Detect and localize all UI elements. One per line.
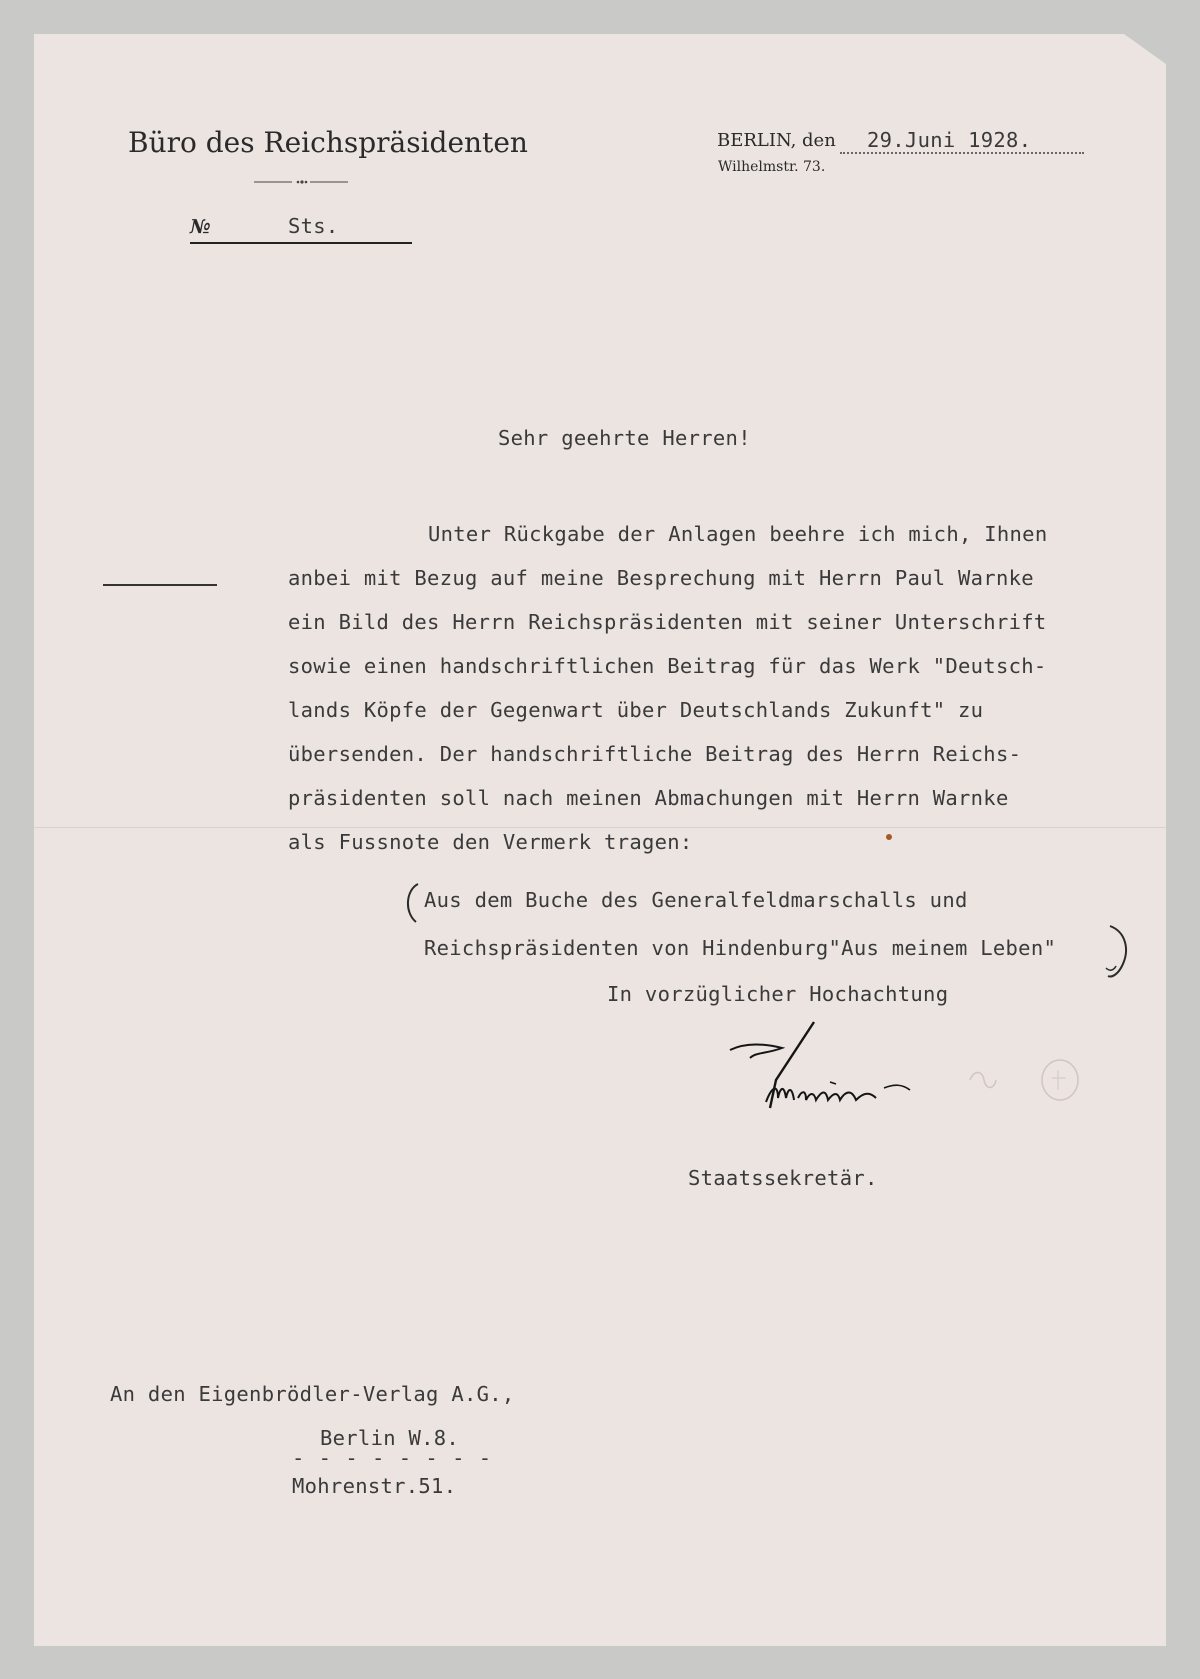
margin-line-mark — [103, 584, 217, 586]
date-dotted-line — [840, 152, 1084, 154]
body-line: ein Bild des Herrn Reichspräsidenten mit seiner Unterschrift — [288, 610, 1047, 634]
body-line: als Fussnote den Vermerk tragen: — [288, 830, 693, 854]
salutation: Sehr geehrte Herren! — [498, 426, 751, 450]
fold-crease — [34, 827, 1166, 828]
quote-line: Reichspräsidenten von Hindenburg"Aus meinem Leben" — [424, 936, 1057, 960]
body-line: Unter Rückgabe der Anlagen beehre ich mich, Ihnen — [428, 522, 1048, 546]
handwritten-close-bracket — [1104, 922, 1138, 982]
body-line: lands Köpfe der Gegenwart über Deutschlands Zukunft" zu — [288, 698, 984, 722]
city-date-prefix: BERLIN, den — [717, 130, 836, 151]
body-line: sowie einen handschriftlichen Beitrag für das Werk "Deutsch- — [288, 654, 1047, 678]
faint-pencil-marks — [960, 1050, 1090, 1110]
recipient-name: An den Eigenbrödler-Verlag A.G., — [110, 1382, 515, 1406]
office-letterhead: Büro des Reichspräsidenten — [128, 126, 528, 159]
recipient-street: Mohrenstr.51. — [292, 1474, 457, 1498]
body-line: präsidenten soll nach meinen Abmachungen mit Herrn Warnke — [288, 786, 1009, 810]
closing-phrase: In vorzüglicher Hochachtung — [607, 982, 949, 1006]
letterhead-ornament — [254, 178, 348, 186]
address-dashes: - - - - - - - - — [292, 1446, 493, 1470]
recipient-city: Berlin W.8. — [320, 1426, 460, 1450]
reference-underline — [190, 242, 412, 244]
handwritten-open-bracket — [402, 882, 422, 924]
body-line: übersenden. Der handschriftliche Beitrag des Herrn Reichs- — [288, 742, 1022, 766]
letter-date: 29.Juni 1928. — [867, 128, 1032, 152]
signer-title: Staatssekretär. — [688, 1166, 878, 1190]
office-street-address: Wilhelmstr. 73. — [718, 159, 826, 175]
reference-number-label: № — [190, 216, 211, 238]
ink-speck — [886, 834, 892, 840]
reference-number-value: Sts. — [288, 214, 339, 238]
handwritten-signature — [726, 1018, 916, 1133]
body-line: anbei mit Bezug auf meine Besprechung mit Herrn Paul Warnke — [288, 566, 1034, 590]
quote-line: Aus dem Buche des Generalfeldmarschalls und — [424, 888, 968, 912]
